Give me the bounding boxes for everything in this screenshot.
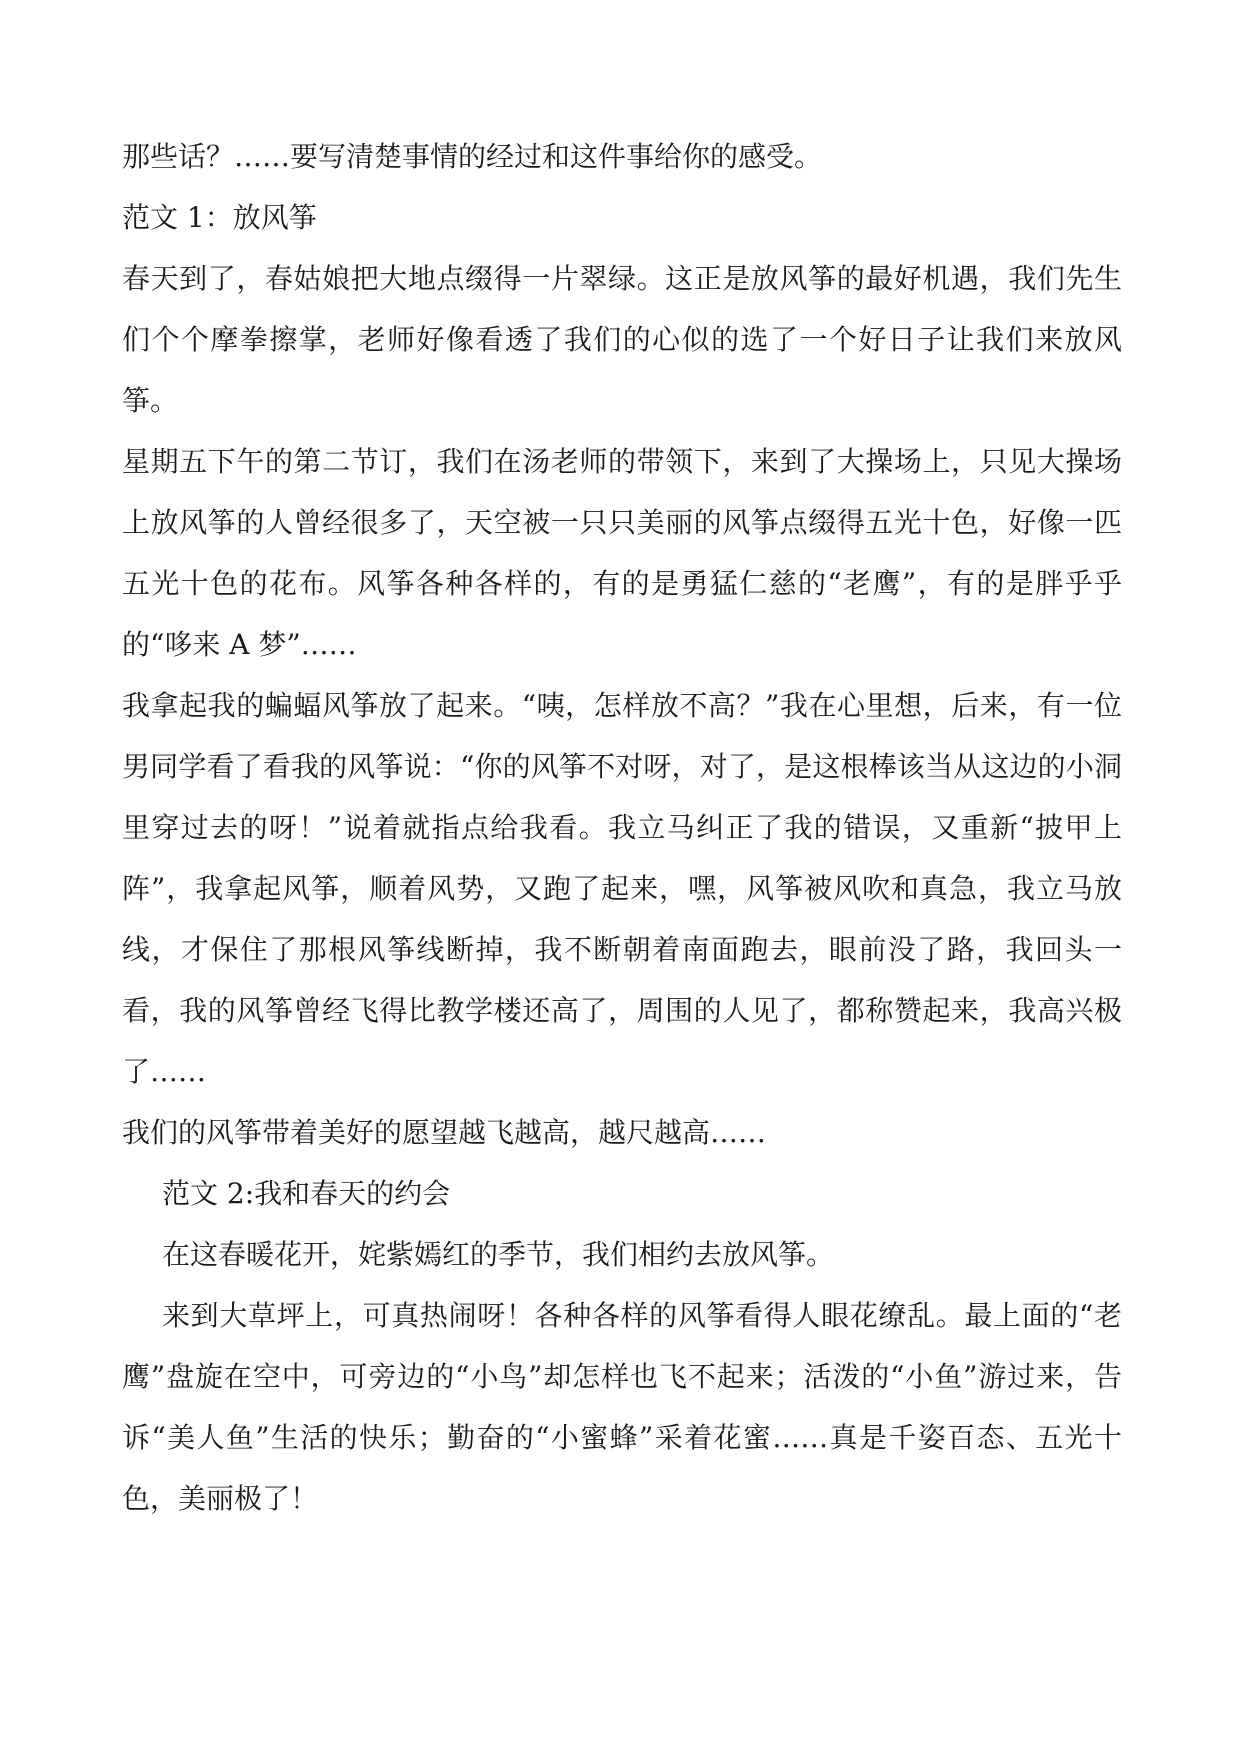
essay-1-paragraph: 春天到了，春姑娘把大地点缀得一片翠绿。这正是放风筝的最好机遇，我们先生们个个摩拳擦掌，老师好像看透了我们的心似的选了一个好日子让我们来放风筝。 <box>122 262 1122 417</box>
essay-2-paragraph: 来到大草坪上，可真热闹呀！各种各样的风筝看得人眼花缭乱。最上面的“老鹰”盘旋在空中，可旁边的“小鸟”却怎样也飞不起来；活泼的“小鱼”游过来，告诉“美人鱼”生活的快乐；勤奋的“小蜜蜂”采着花蜜……真是千姿百态、五光十色，美丽极了！ <box>122 1299 1122 1515</box>
essay-1-paragraph: 星期五下午的第二节订，我们在汤老师的带领下，来到了大操场上，只见大操场上放风筝的人曾经很多了，天空被一只只美丽的风筝点缀得五光十色，好像一匹五光十色的花布。风筝各种各样的，有的是勇猛仁慈的“老鹰”，有的是胖乎乎的“哆来 A 梦”…… <box>122 445 1122 661</box>
essay-2-paragraph: 在这春暖花开，姹紫嫣红的季节，我们相约去放风筝。 <box>162 1238 835 1271</box>
essay-1-title: 范文 1：放风筝 <box>122 201 317 234</box>
essay-1-paragraph: 我们的风筝带着美好的愿望越飞越高，越尺越高…… <box>122 1116 767 1149</box>
essay-2-title: 范文 2:我和春天的约会 <box>162 1177 451 1210</box>
document-body <box>122 126 1122 1529</box>
essay-1-paragraph: 我拿起我的蝙蝠风筝放了起来。“咦，怎样放不高？”我在心里想，后来，有一位男同学看了看我的风筝说：“你的风筝不对呀，对了，是这根棒该当从这边的小洞里穿过去的呀！”说着就指点给我看。我立马纠正了我的错误，又重新“披甲上阵”，我拿起风筝，顺着风势，又跑了起来，嘿，风筝被风吹和真急，我立马放线，才保住了那根风筝线断掉，我不断朝着南面跑去，眼前没了路，我回头一看，我的风筝曾经飞得比教学楼还高了，周围的人见了，都称赞起来，我高兴极了…… <box>122 689 1122 1088</box>
paragraph-prompt-end: 那些话？……要写清楚事情的经过和这件事给你的感受。 <box>122 140 823 173</box>
